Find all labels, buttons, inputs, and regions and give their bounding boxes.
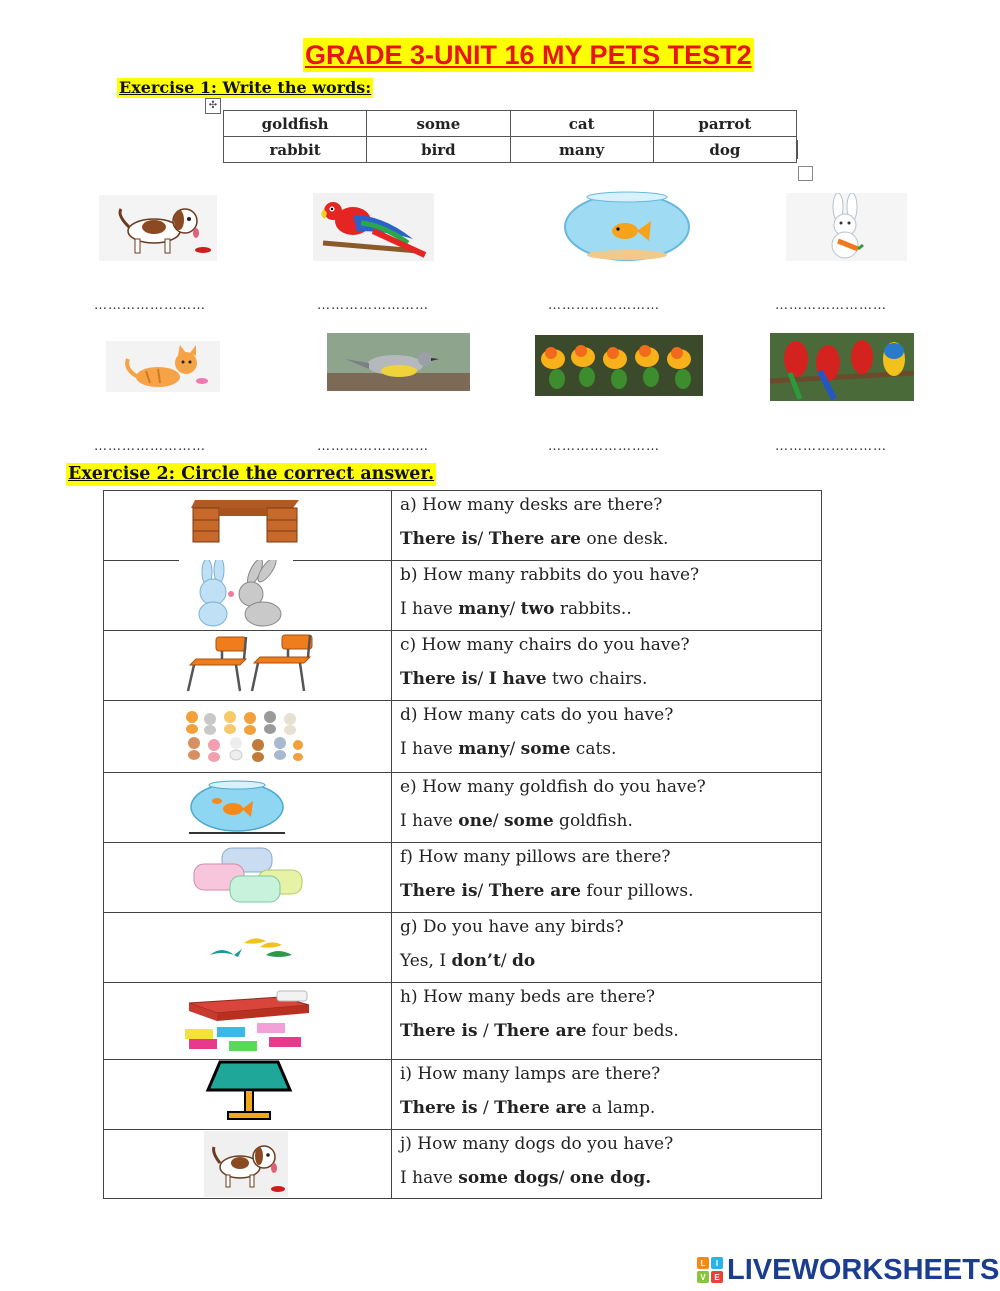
answer-line [400, 1167, 821, 1189]
answer-line [400, 668, 821, 690]
picture-cell [104, 561, 392, 631]
answer-option[interactable]: one [458, 811, 493, 831]
cats-picture [180, 705, 306, 767]
answer-prefix: Yes, I [400, 951, 452, 971]
answer-option[interactable]: There is [400, 669, 478, 689]
table-row [104, 773, 822, 843]
answer-option[interactable]: some [503, 811, 554, 831]
desk-picture [189, 494, 304, 550]
question-text: g) Do you have any birds? [400, 917, 624, 937]
exercise1-heading: Exercise 1: Write the words: [119, 78, 372, 97]
question-cell [392, 983, 822, 1060]
parakeets-picture [535, 335, 703, 396]
word-bank-cell: goldfish [224, 111, 367, 137]
answer-option[interactable]: one dog. [569, 1168, 652, 1188]
answer-option[interactable]: some [520, 739, 571, 759]
question-text: e) How many goldfish do you have? [400, 777, 706, 797]
question-cell [392, 491, 822, 561]
picture-cell [104, 913, 392, 983]
table-row [104, 1130, 822, 1199]
picture-cell [104, 631, 392, 701]
answer-line [400, 528, 821, 550]
answer-blank[interactable]: …………………… [548, 439, 660, 454]
table-move-handle-icon[interactable]: ✣ [205, 98, 221, 114]
answer-option[interactable]: some dogs [458, 1168, 559, 1188]
answer-line [400, 810, 821, 832]
answer-option[interactable]: I have [488, 669, 547, 689]
table-row [104, 561, 822, 631]
rabbit-picture [786, 193, 907, 261]
option-separator: / [509, 599, 521, 619]
table-row [104, 701, 822, 773]
option-separator: / [509, 739, 521, 759]
answer-line [400, 598, 821, 620]
logo-mark-letter: V [700, 1273, 706, 1282]
answer-blank[interactable]: …………………… [775, 439, 887, 454]
answer-suffix: rabbits.. [554, 599, 632, 619]
answer-line [400, 880, 821, 902]
table-row [104, 843, 822, 913]
question-cell [392, 1130, 822, 1199]
answer-blank[interactable]: …………………… [317, 439, 429, 454]
word-bank-row [224, 137, 797, 163]
option-separator: / [477, 1021, 495, 1041]
picture-cell [104, 773, 392, 843]
chairs-picture [182, 631, 314, 695]
answer-suffix: four beds. [586, 1021, 679, 1041]
question-text: f) How many pillows are there? [400, 847, 671, 867]
answer-suffix: cats. [570, 739, 617, 759]
word-bank-cell: many [510, 137, 653, 163]
question-text: h) How many beds are there? [400, 987, 656, 1007]
logo-text: LIVEWORKSHEETS [727, 1254, 1000, 1286]
option-separator: / [492, 811, 504, 831]
question-cell [392, 631, 822, 701]
answer-option[interactable]: many [458, 599, 510, 619]
parrot-picture [313, 193, 434, 261]
exercise2-table [103, 490, 822, 1199]
logo-mark-letter: I [715, 1259, 719, 1268]
answer-option[interactable]: don’t [451, 951, 501, 971]
picture-cell [104, 843, 392, 913]
birds-picture [208, 933, 298, 967]
answer-blank[interactable]: …………………… [94, 439, 206, 454]
answer-prefix: I have [400, 1168, 459, 1188]
pillows-picture [192, 844, 306, 906]
answer-option[interactable]: There is [400, 881, 478, 901]
word-bank-cell: some [367, 111, 510, 137]
goldfish-bowl-picture [563, 189, 691, 261]
question-text: i) How many lamps are there? [400, 1064, 661, 1084]
bird-picture [327, 333, 470, 391]
question-cell [392, 561, 822, 631]
answer-suffix: one desk. [581, 529, 669, 549]
answer-blank[interactable]: …………………… [775, 298, 887, 313]
word-bank-cell: dog [653, 137, 796, 163]
answer-line [400, 738, 821, 760]
question-text: d) How many cats do you have? [400, 705, 674, 725]
answer-prefix: I have [400, 739, 459, 759]
goldfish-bowl-picture [189, 779, 285, 835]
answer-blank[interactable]: …………………… [317, 298, 429, 313]
question-text: a) How many desks are there? [400, 495, 663, 515]
question-cell [392, 701, 822, 773]
cat-picture [106, 341, 220, 392]
option-separator: / [477, 529, 489, 549]
answer-blank[interactable]: …………………… [94, 298, 206, 313]
dog-picture [204, 1131, 288, 1197]
table-row [104, 491, 822, 561]
question-cell [392, 913, 822, 983]
answer-option[interactable]: There are [488, 529, 581, 549]
answer-line [400, 1020, 821, 1042]
option-separator: / [477, 881, 489, 901]
logo-mark-letter: L [700, 1259, 706, 1268]
answer-line [400, 1097, 821, 1119]
option-separator: / [558, 1168, 570, 1188]
table-resize-handle[interactable] [798, 166, 813, 181]
answer-option[interactable]: There is [400, 529, 478, 549]
answer-option[interactable]: There is [400, 1021, 478, 1041]
question-cell [392, 1060, 822, 1130]
table-row [104, 983, 822, 1060]
answer-blank[interactable]: …………………… [548, 298, 660, 313]
logo-mark-letter: E [714, 1273, 720, 1282]
picture-cell [104, 1060, 392, 1130]
question-text: b) How many rabbits do you have? [400, 565, 700, 585]
exercise2-heading: Exercise 2: Circle the correct answer. [68, 464, 435, 484]
rabbits-picture [179, 560, 293, 628]
answer-prefix: I have [400, 811, 459, 831]
answer-suffix: two chairs. [546, 669, 648, 689]
question-text: c) How many chairs do you have? [400, 635, 690, 655]
answer-option[interactable]: There are [488, 881, 581, 901]
word-bank-row [224, 111, 797, 137]
word-bank-cell: cat [510, 111, 653, 137]
option-separator: / [500, 951, 512, 971]
question-text: j) How many dogs do you have? [400, 1134, 674, 1154]
table-row [104, 913, 822, 983]
answer-option[interactable]: do [511, 951, 536, 971]
answer-option[interactable]: There are [494, 1021, 587, 1041]
answer-option[interactable]: There are [494, 1098, 587, 1118]
answer-option[interactable]: two [520, 599, 555, 619]
answer-prefix: I have [400, 599, 459, 619]
question-cell [392, 843, 822, 913]
liveworksheets-logo[interactable] [697, 1255, 999, 1285]
lamp-picture [204, 1060, 294, 1122]
word-bank-cell: parrot [653, 111, 796, 137]
page-title: GRADE 3-UNIT 16 MY PETS TEST2 [305, 40, 752, 70]
picture-cell [104, 1130, 392, 1199]
answer-suffix: four pillows. [581, 881, 694, 901]
macaws-picture [770, 333, 914, 401]
word-bank-cell: rabbit [224, 137, 367, 163]
answer-suffix: a lamp. [586, 1098, 656, 1118]
picture-cell [104, 983, 392, 1060]
answer-line [400, 950, 821, 972]
word-bank-cell: bird [367, 137, 510, 163]
option-separator: / [477, 669, 489, 689]
answer-suffix: goldfish. [553, 811, 633, 831]
answer-option[interactable]: There is [400, 1098, 478, 1118]
text-cursor [797, 140, 798, 159]
word-bank-table [223, 110, 797, 163]
table-row [104, 631, 822, 701]
question-cell [392, 773, 822, 843]
table-row [104, 1060, 822, 1130]
beds-picture [181, 983, 317, 1055]
option-separator: / [477, 1098, 495, 1118]
picture-cell [104, 491, 392, 561]
logo-mark-icon [697, 1257, 723, 1283]
dog-picture [99, 195, 217, 261]
picture-cell [104, 701, 392, 773]
answer-option[interactable]: many [458, 739, 510, 759]
